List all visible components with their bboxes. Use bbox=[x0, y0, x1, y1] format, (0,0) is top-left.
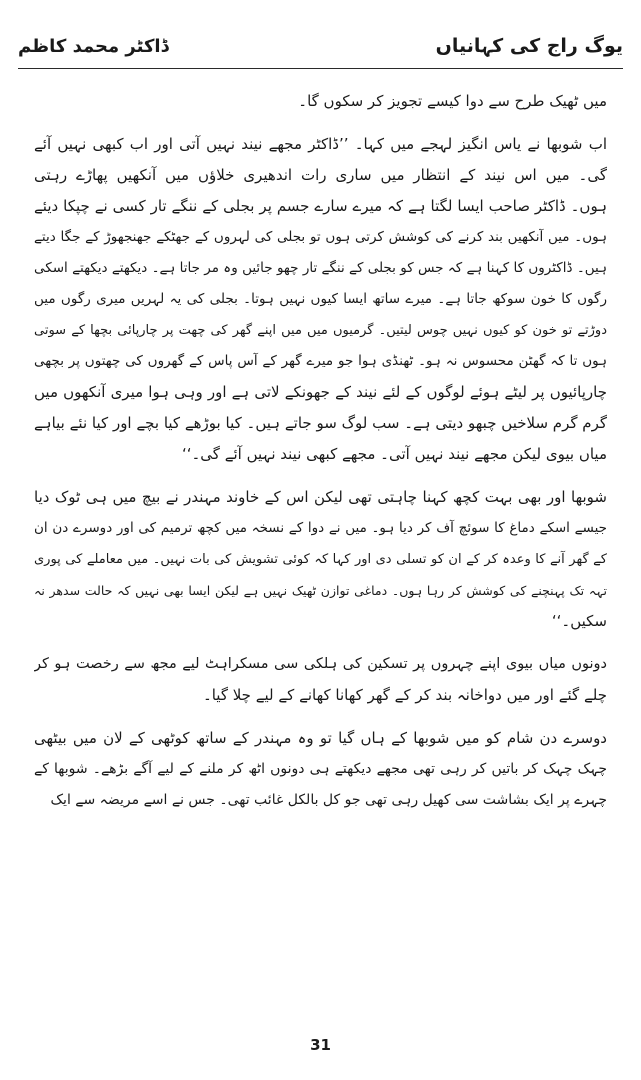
text-line: گی۔ میں اس نیند کے انتظار میں ساری رات اندھیری خلاؤں میں آنکھیں پھاڑے رہتی bbox=[34, 166, 607, 184]
text-line: اب شوبھا نے یاس انگیز لہجے میں کہا۔ ’’ڈاکٹر مجھے نیند نہیں آتی اور اب کبھی نہیں آئے bbox=[34, 135, 607, 153]
text-line: رگوں کا خون سوکھ جاتا ہے۔ میرے ساتھ ایسا کیوں نہیں ہوتا۔ بجلی کی یہ لہریں میری رگوں میں bbox=[34, 291, 607, 307]
text-line: ہوں۔ ڈاکٹر صاحب ایسا لگتا ہے کہ میرے سارے جسم پر بجلی کے ننگے تار کسی نے چپکا دیئے bbox=[34, 197, 607, 215]
text-line: کے گھر آنے کا وعدہ کر کے ان کو تسلی دی اور کہا کہ کوئی تشویش کی بات نہیں۔ میں معاملے کی پوری bbox=[34, 552, 607, 567]
header-divider bbox=[18, 68, 623, 69]
text-line: میں ٹھیک طرح سے دوا کیسے تجویز کر سکوں گا۔ bbox=[298, 92, 607, 110]
text-line: گرم گرم سلاخیں چبھو دیتی ہے۔ سب لوگ سو جاتے ہیں۔ کیا بوڑھے کیا بچے اور کیا نئے بیاہے bbox=[34, 414, 607, 432]
text-line: چہک چہک کر باتیں کر رہی تھی مجھے دیکھتے ہی دونوں اٹھ کر ملنے کے لیے آگے بڑھے۔ شوبھا کے bbox=[34, 761, 607, 777]
paragraph bbox=[34, 86, 607, 117]
text-line: تہہ تک پہنچنے کی کوشش کر رہا ہوں۔ دماغی توازن ٹھیک نہیں ہے لیکن ایسا بھی نہیں کہ حالت سدھر نہ bbox=[34, 583, 607, 598]
text-line: شوبھا اور بھی بہت کچھ کہنا چاہتی تھی لیکن اس کے خاوند مہندر نے بیچ میں ہی ٹوک دیا bbox=[34, 488, 607, 506]
text-line: ہوں تا کہ گھٹن محسوس نہ ہو۔ ٹھنڈی ہوا جو میرے گھر کے آس پاس کے گھروں کی چھتوں پر بچھی bbox=[34, 353, 607, 369]
text-line: دونوں میاں بیوی اپنے چہروں پر تسکین کی ہلکی سی مسکراہٹ لیے مجھ سے رخصت ہو کر bbox=[34, 656, 607, 672]
author-name: ڈاکٹر محمد کاظم bbox=[18, 35, 169, 57]
text-line: جیسے اسکے دماغ کا سوئچ آف کر دیا ہو۔ میں نے دوا کے نسخہ میں کچھ ترمیم کی اور دوسرے دن ان bbox=[34, 520, 607, 536]
paragraph bbox=[34, 482, 607, 637]
text-line: دوڑتے تو خون کو کیوں نہیں چوس لیتیں۔ گرمیوں میں میں اپنے گھر کی چھت پر چارپائی بچھا کے سوتی bbox=[34, 323, 607, 338]
paragraph bbox=[34, 723, 607, 816]
text-line: چلے گئے اور میں دواخانہ بند کر کے گھر کھانا کھانے کے لیے چلا گیا۔ bbox=[202, 686, 607, 704]
book-title: یوگ راج کی کہانیاں bbox=[435, 35, 623, 57]
text-line: چہرے پر ایک بشاشت سی کھیل رہی تھی جو کل بالکل غائب تھی۔ جس نے اسے مریضہ سے ایک bbox=[50, 792, 607, 808]
text-line: دوسرے دن شام کو میں شوبھا کے ہاں گیا تو وہ مہندر کے ساتھ کوٹھی کے لان میں بیٹھی bbox=[34, 729, 607, 747]
text-line: میاں بیوی لیکن مجھے نیند نہیں آتی۔ مجھے کبھی نیند نہیں آئے گی۔‘‘ bbox=[181, 445, 607, 463]
paragraph bbox=[34, 649, 607, 711]
page-number: 31 bbox=[310, 1036, 331, 1054]
paragraph bbox=[34, 129, 607, 470]
text-line: ہوں۔ میں آنکھیں بند کرنے کی کوشش کرتی ہوں تو بجلی کی لہروں کے جھٹکے جھنجھوڑ کے جگا دیتے bbox=[34, 229, 607, 245]
page-body bbox=[34, 86, 607, 828]
page-header bbox=[18, 28, 623, 64]
text-line: سکیں۔‘‘ bbox=[551, 612, 607, 630]
text-line: ہیں۔ ڈاکٹروں کا کہنا ہے کہ جس کو بجلی کے ننگے تار چھو جائیں وہ مر جاتا ہے۔ دیکھتے دیکھتے اسکی bbox=[34, 260, 607, 276]
text-line: چارپائیوں پر لیٹے ہوئے لوگوں کے لئے نیند کے جھونکے لاتی ہے اور وہی ہوا میری آنکھوں میں bbox=[34, 383, 607, 401]
